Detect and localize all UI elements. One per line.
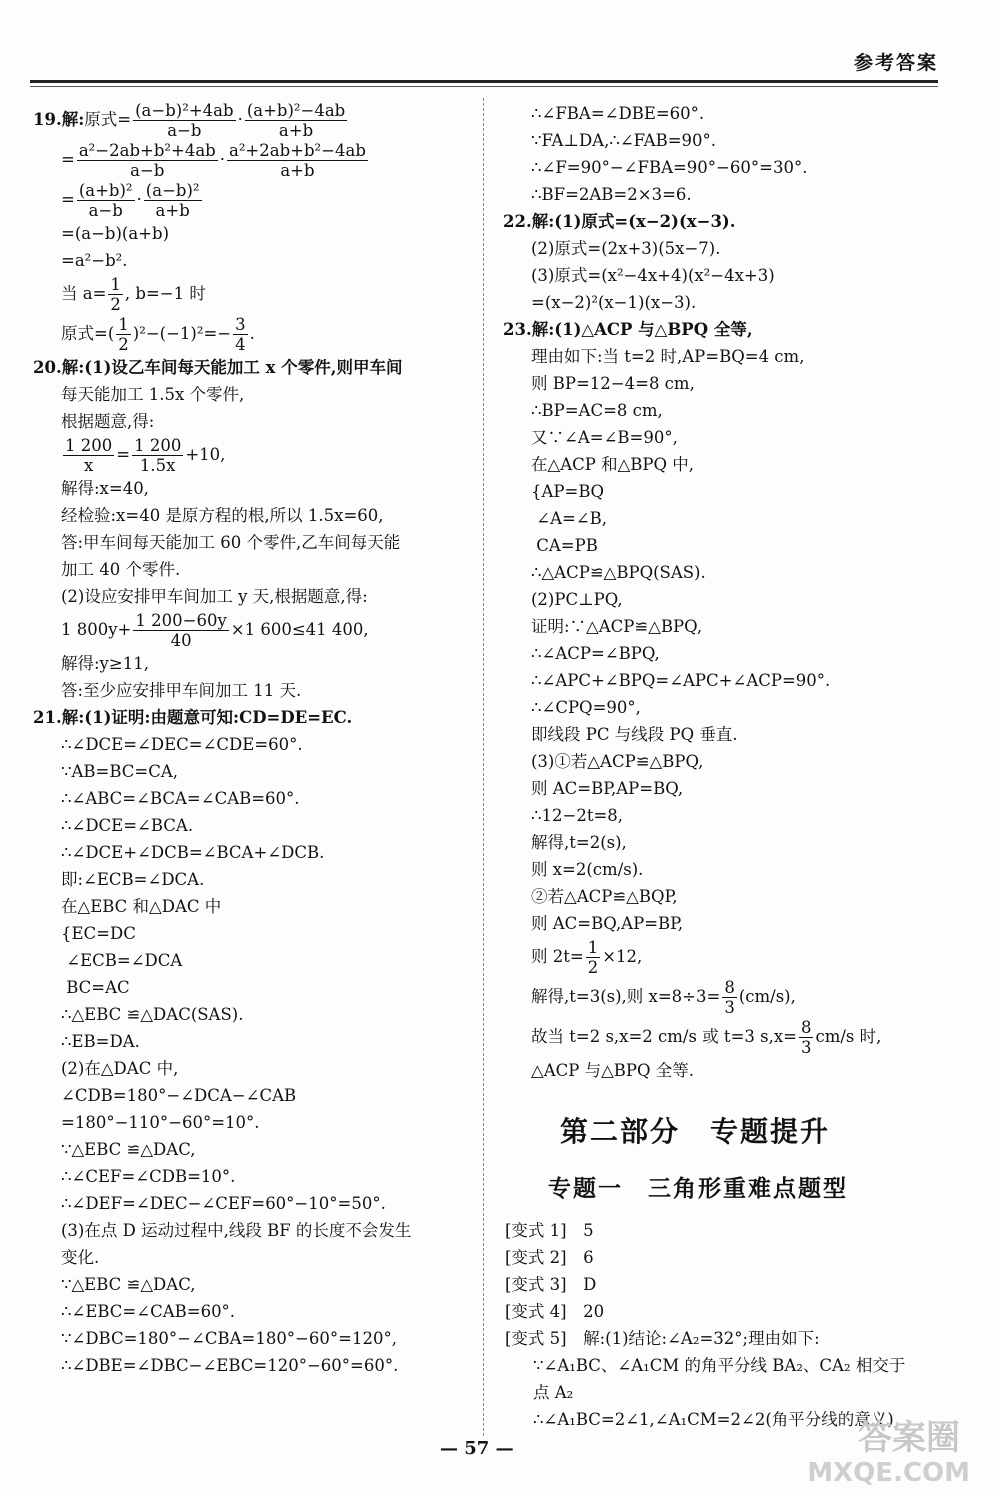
q21-line: ∴∠EBC=∠CAB=60°. bbox=[61, 1302, 236, 1321]
q21-cont-line: ∵FA⊥DA,∴∠FAB=90°. bbox=[531, 131, 717, 150]
q22-line: (2)原式=(2x+3)(5x−7). bbox=[531, 239, 721, 258]
variant-item: [变式 5] 解:(1)结论:∠A₂=32°;理由如下: bbox=[505, 1329, 820, 1348]
q21-line: 变化. bbox=[61, 1248, 100, 1267]
q21-line: ∴∠ABC=∠BCA=∠CAB=60°. bbox=[61, 789, 300, 808]
q22-line: 22.解:(1)原式=(x−2)(x−3). bbox=[503, 212, 736, 231]
q23-line: 则 2t= $\frac{1}{2}$ ×12, bbox=[531, 938, 643, 977]
q23-line: ∴∠APC+∠BPQ=∠APC+∠ACP=90°. bbox=[531, 671, 831, 690]
right-column bbox=[503, 100, 943, 1084]
q19-line: 当 a= $\frac{1}{2}$ , b=−1 时 bbox=[61, 275, 206, 314]
q21-cont-line: ∴∠F=90°−∠FBA=90°−60°=30°. bbox=[531, 158, 808, 177]
q21-line: 21.解:(1)证明:由题意可知:CD=DE=EC. bbox=[33, 708, 353, 727]
q21-line: 在△EBC 和△DAC 中 bbox=[61, 897, 222, 916]
variant-item: [变式 3] D bbox=[505, 1275, 597, 1294]
q23-line: ∴∠CPQ=90°, bbox=[531, 698, 641, 717]
q21-line: ∴∠DEF=∠DEC−∠CEF=60°−10°=50°. bbox=[61, 1194, 386, 1213]
q21-line: ∴EB=DA. bbox=[61, 1032, 140, 1051]
q22-line: =(x−2)²(x−1)(x−3). bbox=[531, 293, 697, 312]
q23-line: 证明:∵△ACP≌△BPQ, bbox=[531, 617, 703, 636]
q23-line: ②若△ACP≌△BQP, bbox=[531, 887, 678, 906]
variant-item: [变式 2] 6 bbox=[505, 1248, 594, 1267]
variant-item: 点 A₂ bbox=[533, 1383, 574, 1402]
q23-line: ∴△ACP≌△BPQ(SAS). bbox=[531, 563, 706, 582]
q23-line: 解得,t=2(s), bbox=[531, 833, 627, 852]
header-title: 参考答案 bbox=[853, 52, 938, 74]
q22-line: (3)原式=(x²−4x+4)(x²−4x+3) bbox=[531, 266, 775, 285]
q21-line: {EC=DC bbox=[61, 924, 136, 943]
q23-line: 则 x=2(cm/s). bbox=[531, 860, 644, 879]
q23-line: 故当 t=2 s,x=2 cm/s 或 t=3 s,x= $\frac{8}{3}$ cm/s 时, bbox=[531, 1018, 882, 1057]
q21-line: ∴∠CEF=∠CDB=10°. bbox=[61, 1167, 236, 1186]
q20-line: 根据题意,得: bbox=[61, 412, 155, 431]
q21-line: =180°−110°−60°=10°. bbox=[61, 1113, 260, 1132]
q21-line: ∴△EBC ≌△DAC(SAS). bbox=[61, 1005, 244, 1024]
q21-line: ∵AB=BC=CA, bbox=[61, 762, 179, 781]
q20-line: 1 800y+ $\frac{1 200-60y}{40}$ ×1 600≤41 400, bbox=[61, 611, 369, 650]
q20-line: 每天能加工 1.5x 个零件, bbox=[61, 385, 245, 404]
q23-line: 23.解:(1)△ACP 与△BPQ 全等, bbox=[503, 320, 753, 339]
q21-line: ∵△EBC ≌△DAC, bbox=[61, 1140, 196, 1159]
q21-line: (2)在△DAC 中, bbox=[61, 1059, 179, 1078]
q19-line: = $\frac{\text{(a+b)²}}{a-b}$ · $\frac{\text{(a−b)²}}{a+b}$ bbox=[61, 181, 200, 220]
q21-line: ∴∠DCE=∠BCA. bbox=[61, 816, 194, 835]
q21-line: ∴∠DBE=∠DBC−∠EBC=120°−60°=60°. bbox=[61, 1356, 399, 1375]
q20-line: 解得:y≥11, bbox=[61, 654, 149, 673]
q20-line: 加工 40 个零件. bbox=[61, 560, 181, 579]
q23-line: {AP=BQ bbox=[531, 482, 604, 501]
q19-line: 原式=( $\frac{1}{2}$ )²−(−1)²=− $\frac{3}{4}$ . bbox=[61, 315, 255, 354]
variants-list bbox=[505, 1217, 945, 1433]
variant-item: [变式 1] 5 bbox=[505, 1221, 594, 1240]
q23-line: (2)PC⊥PQ, bbox=[531, 590, 623, 609]
q20-line: 20.解:(1)设乙车间每天能加工 x 个零件,则甲车间 bbox=[33, 358, 403, 377]
q23-line: (3)①若△ACP≌△BPQ, bbox=[531, 752, 704, 771]
q23-line: ∠A=∠B, bbox=[536, 509, 608, 528]
topic-title: 专题一 三角形重难点题型 bbox=[548, 1176, 848, 1202]
q21-cont-line: ∴∠FBA=∠DBE=60°. bbox=[531, 104, 705, 123]
q23-line: 解得,t=3(s),则 x=8÷3= $\frac{8}{3}$ (cm/s), bbox=[531, 978, 796, 1017]
q23-line: ∴BP=AC=8 cm, bbox=[531, 401, 663, 420]
q23-line: ∴12−2t=8, bbox=[531, 806, 624, 825]
q23-line: 则 AC=BP,AP=BQ, bbox=[531, 779, 684, 798]
watermark-url: MXQE.COM bbox=[807, 1458, 970, 1488]
q21-line: ∴∠DCE=∠DEC=∠CDE=60°. bbox=[61, 735, 303, 754]
q23-line: △ACP 与△BPQ 全等. bbox=[531, 1061, 695, 1080]
q19-line: =(a−b)(a+b) bbox=[61, 224, 170, 243]
column-divider bbox=[483, 98, 484, 1436]
q21-line: ∵∠DBC=180°−∠CBA=180°−60°=120°, bbox=[61, 1329, 397, 1348]
q21-cont-line: ∴BF=2AB=2×3=6. bbox=[531, 185, 692, 204]
variant-item: ∴∠A₁BC=2∠1,∠A₁CM=2∠2(角平分线的意义) bbox=[533, 1410, 894, 1429]
watermark: 答案圈 bbox=[858, 1418, 960, 1458]
q20-line: $\frac{1 200}{x}$ = $\frac{1 200}{1.5x}$ +10, bbox=[65, 436, 226, 475]
q19-line: =a²−b². bbox=[61, 251, 128, 270]
q21-line: (3)在点 D 运动过程中,线段 BF 的长度不会发生 bbox=[61, 1221, 412, 1240]
q23-line: ∴∠ACP=∠BPQ, bbox=[531, 644, 660, 663]
q19-line: 19.解:原式= $\frac{\text{(a−b)²+4ab}}{a-b}$ · $\frac{\text{(a+b)²−4ab}}{a+b}$ bbox=[33, 101, 346, 140]
q23-line: 又∵∠A=∠B=90°, bbox=[531, 428, 678, 447]
q21-line: ∠CDB=180°−∠DCA−∠CAB bbox=[61, 1086, 297, 1105]
q20-line: 解得:x=40, bbox=[61, 479, 149, 498]
q23-line: 则 AC=BQ,AP=BP, bbox=[531, 914, 684, 933]
q21-line: ∠ECB=∠DCA bbox=[66, 951, 183, 970]
section-title: 第二部分 专题提升 bbox=[560, 1115, 831, 1148]
left-column bbox=[33, 100, 473, 1379]
q23-line: CA=PB bbox=[536, 536, 598, 555]
q23-line: 则 BP=12−4=8 cm, bbox=[531, 374, 695, 393]
page-number: — 57 — bbox=[440, 1438, 514, 1459]
header-rule bbox=[30, 80, 938, 83]
q20-line: (2)设应安排甲车间加工 y 天,根据题意,得: bbox=[61, 587, 368, 606]
q21-line: 即:∠ECB=∠DCA. bbox=[61, 870, 205, 889]
q20-line: 答:至少应安排甲车间加工 11 天. bbox=[61, 681, 302, 700]
variant-item: ∵∠A₁BC、∠A₁CM 的角平分线 BA₂、CA₂ 相交于 bbox=[533, 1356, 906, 1375]
q20-line: 答:甲车间每天能加工 60 个零件,乙车间每天能 bbox=[61, 533, 401, 552]
variant-item: [变式 4] 20 bbox=[505, 1302, 605, 1321]
q20-line: 经检验:x=40 是原方程的根,所以 1.5x=60, bbox=[61, 506, 384, 525]
q21-line: ∴∠DCE+∠DCB=∠BCA+∠DCB. bbox=[61, 843, 325, 862]
q21-line: ∵△EBC ≌△DAC, bbox=[61, 1275, 196, 1294]
q23-line: 在△ACP 和△BPQ 中, bbox=[531, 455, 695, 474]
q19-line: = $\frac{\text{a²−2ab+b²+4ab}}{a-b}$ · $\frac{\text{a²+2ab+b²−4ab}}{a+b}$ bbox=[61, 141, 366, 180]
q23-line: 即线段 PC 与线段 PQ 垂直. bbox=[531, 725, 738, 744]
q21-line: BC=AC bbox=[66, 978, 130, 997]
header-rule-thin bbox=[30, 86, 938, 87]
q23-line: 理由如下:当 t=2 时,AP=BQ=4 cm, bbox=[531, 347, 805, 366]
